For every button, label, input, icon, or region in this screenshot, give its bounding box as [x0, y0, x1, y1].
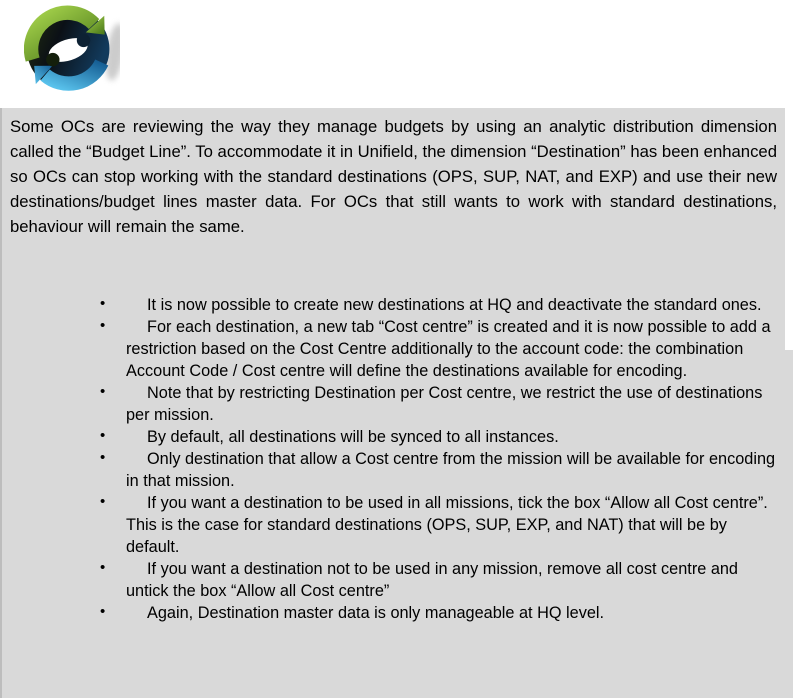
bullet-list [2, 294, 785, 624]
release-note-body [0, 108, 785, 698]
intro-paragraph: Some OCs are reviewing the way they manage budgets by using an analytic distribution dimension called the “Budget Line”. To accommodate it in Unifield, the dimension “Destination” has been enhanced so OCs can stop working with the standard destinations (OPS, SUP, NAT, and EXP) and use their new destinations/budget lines master data. For OCs that still wants to work with standard destinations, behaviour will remain the same. [10, 117, 777, 236]
bullet-marker: • [100, 449, 106, 466]
bullet-item [100, 602, 781, 624]
bullet-marker: • [100, 559, 106, 576]
page-right-strip [785, 350, 793, 698]
bullet-marker: • [100, 317, 106, 334]
bullet-text: If you want a destination not to be used in any mission, remove all cost centre and untick the box “Allow all Cost centre” [126, 560, 738, 600]
bullet-marker: • [100, 493, 106, 510]
bullet-text: It is now possible to create new destinations at HQ and deactivate the standard ones. [147, 296, 762, 314]
bullet-text: For each destination, a new tab “Cost centre” is created and it is now possible to add a restriction based on the Cost Centre additionally to the account code: the combination Account Code / Cost centre will define the destinations available for encoding. [126, 318, 771, 380]
bullet-item [100, 382, 781, 426]
sync-arrows-logo [24, 2, 120, 98]
bullet-marker: • [100, 295, 106, 312]
bullet-text: Again, Destination master data is only manageable at HQ level. [147, 604, 605, 622]
bullet-marker: • [100, 427, 106, 444]
bullet-text: Only destination that allow a Cost centre from the mission will be available for encoding in that mission. [126, 450, 776, 490]
bullet-marker: • [100, 383, 106, 400]
bullet-item [100, 316, 781, 382]
bullet-item [100, 558, 781, 602]
bullet-text: If you want a destination to be used in all missions, tick the box “Allow all Cost centre”. This is the case for standard destinations (OPS, SUP, EXP, and NAT) that will be by default. [126, 494, 768, 556]
bullet-item [100, 492, 781, 558]
bullet-text: By default, all destinations will be synced to all instances. [147, 428, 559, 446]
bullet-marker: • [100, 603, 106, 620]
bullet-item [100, 448, 781, 492]
bullet-text: Note that by restricting Destination per Cost centre, we restrict the use of destinations per mission. [126, 384, 763, 424]
bullet-item [100, 426, 781, 448]
sync-arrows-icon [24, 2, 120, 98]
bullet-item [100, 294, 781, 316]
